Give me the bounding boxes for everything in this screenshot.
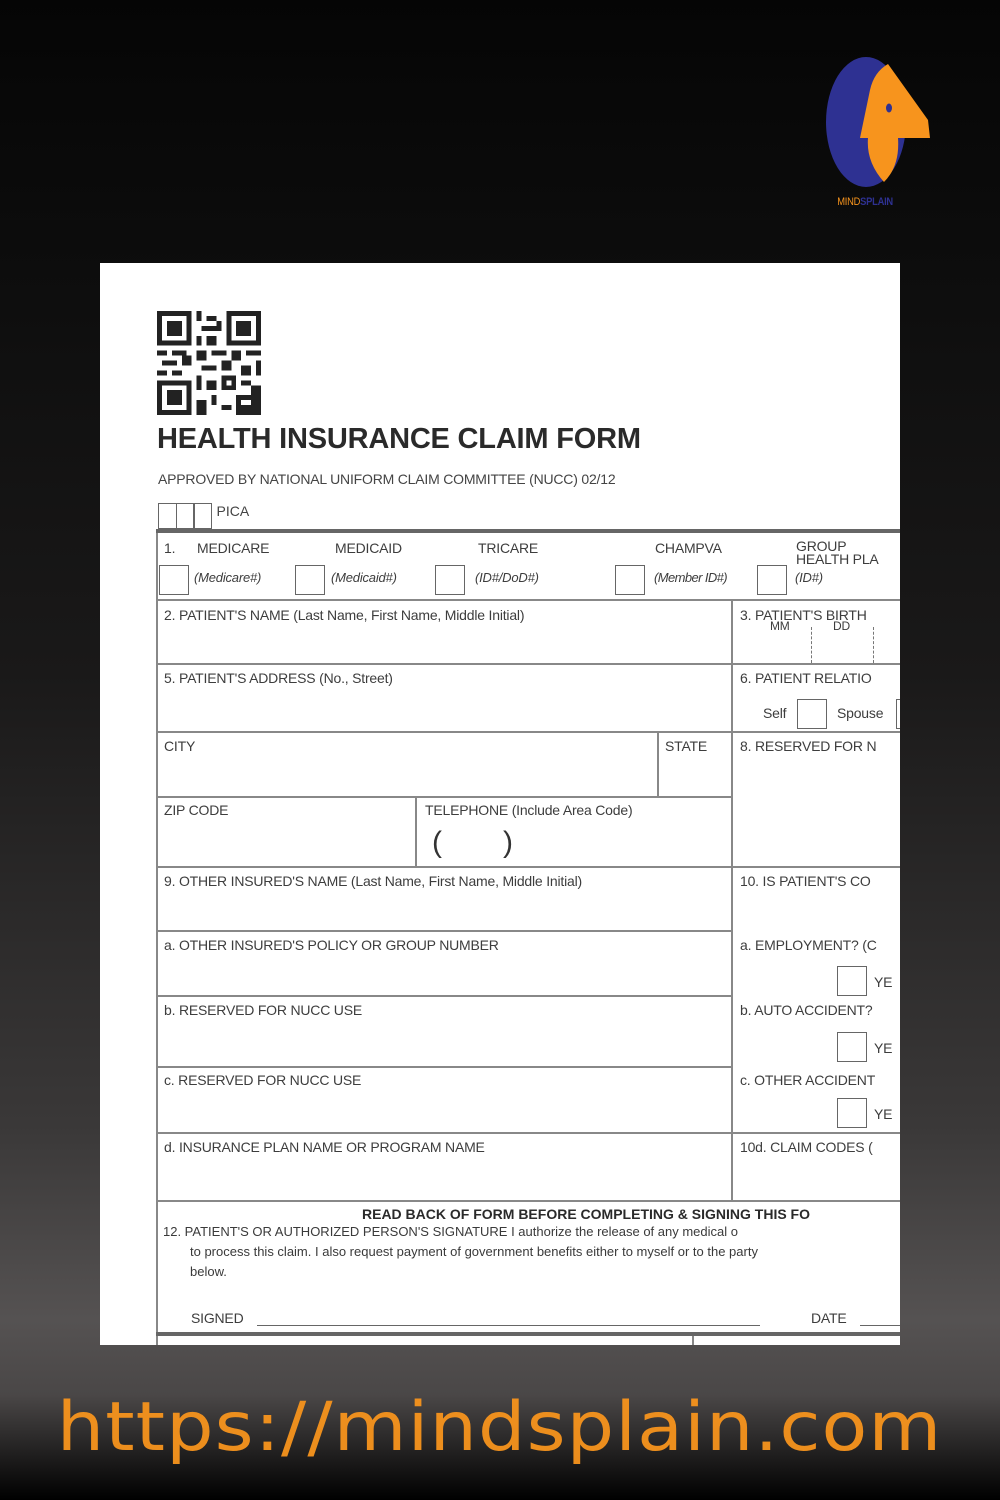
divider [156, 1200, 900, 1202]
auto-accident-yes-label: YE [874, 1040, 893, 1056]
other-accident-yes-checkbox[interactable] [837, 1098, 867, 1128]
relation-spouse-checkbox[interactable] [896, 699, 900, 729]
medicare-checkbox[interactable] [159, 565, 189, 595]
pica-box-3[interactable] [193, 503, 212, 529]
group-label-line1: GROUP [796, 538, 847, 554]
reserved-c-label: c. RESERVED FOR NUCC USE [164, 1072, 362, 1088]
relation-self-checkbox[interactable] [797, 699, 827, 729]
group-sub: (ID#) [795, 570, 823, 585]
signature-statement-line2: to process this claim. I also request payment of government benefits either to myself or to the party [190, 1244, 758, 1259]
qr-code-icon [157, 311, 261, 415]
read-back-notice: READ BACK OF FORM BEFORE COMPLETING & SIGNING THIS FO [362, 1206, 810, 1222]
insurance-plan-label: d. INSURANCE PLAN NAME OR PROGRAM NAME [164, 1139, 485, 1155]
birth-date-label: 3. PATIENT'S BIRTH [740, 607, 867, 623]
reserved-b-input[interactable] [158, 1020, 730, 1064]
employment-yes-checkbox[interactable] [837, 966, 867, 996]
medicare-label: MEDICARE [197, 540, 270, 556]
divider [156, 1332, 900, 1336]
signature-statement-line3: below. [190, 1264, 227, 1279]
city-input[interactable] [158, 755, 656, 795]
patient-address-input[interactable] [158, 688, 730, 730]
claim-codes-label: 10d. CLAIM CODES ( [740, 1139, 873, 1155]
pica-label: PICA [216, 503, 250, 519]
signed-label: SIGNED [191, 1310, 244, 1326]
patient-name-label: 2. PATIENT'S NAME (Last Name, First Name, Middle Initial) [164, 607, 525, 623]
logo-mind-text: MIND [837, 196, 861, 208]
other-accident-yes-label: YE [874, 1106, 893, 1122]
divider [156, 930, 732, 932]
group-label-line2: HEALTH PLA [796, 551, 879, 567]
divider [692, 1336, 694, 1345]
other-policy-input[interactable] [158, 955, 730, 993]
divider [415, 798, 417, 866]
pica-box-1[interactable] [158, 503, 177, 529]
medicaid-label: MEDICAID [335, 540, 402, 556]
city-label: CITY [164, 738, 196, 754]
signature-line[interactable] [257, 1325, 760, 1326]
patient-address-label: 5. PATIENT'S ADDRESS (No., Street) [164, 670, 393, 686]
patient-condition-label: 10. IS PATIENT'S CO [740, 873, 871, 889]
employment-yes-label: YE [874, 974, 893, 990]
website-url-text[interactable]: https://mindsplain.com [57, 1388, 943, 1467]
divider [156, 995, 732, 997]
divider [156, 529, 900, 533]
section1-number: 1. [164, 540, 176, 556]
group-label [796, 540, 879, 566]
medicare-sub: (Medicare#) [194, 570, 262, 585]
date-label: DATE [811, 1310, 847, 1326]
divider [731, 600, 733, 1200]
tricare-sub: (ID#/DoD#) [475, 570, 539, 585]
birth-dd-label: DD [833, 619, 850, 633]
state-label: STATE [665, 738, 708, 754]
approval-note: APPROVED BY NATIONAL UNIFORM CLAIM COMMITTEE (NUCC) 02/12 [158, 471, 616, 487]
tricare-label: TRICARE [478, 540, 539, 556]
group-checkbox[interactable] [757, 565, 787, 595]
telephone-input[interactable] [418, 819, 730, 863]
employment-label: a. EMPLOYMENT? (C [740, 937, 877, 953]
divider [156, 796, 732, 798]
divider [156, 731, 900, 733]
date-line[interactable] [860, 1325, 900, 1326]
auto-accident-label: b. AUTO ACCIDENT? [740, 1002, 873, 1018]
other-insured-name-label: 9. OTHER INSURED'S NAME (Last Name, First Name, Middle Initial) [164, 873, 582, 889]
form-title: HEALTH INSURANCE CLAIM FORM [157, 423, 641, 455]
insurance-plan-input[interactable] [158, 1157, 730, 1197]
date-separator [811, 627, 812, 663]
other-policy-label: a. OTHER INSURED'S POLICY OR GROUP NUMBER [164, 937, 499, 953]
divider [156, 866, 900, 868]
reserved-8-label: 8. RESERVED FOR N [740, 738, 877, 754]
area-code-open-paren: ( [432, 826, 442, 859]
logo-splain-text: SPLAIN [860, 196, 893, 208]
signature-statement-line1: 12. PATIENT'S OR AUTHORIZED PERSON'S SIGNATURE I authorize the release of any medical o [163, 1224, 738, 1239]
tricare-checkbox[interactable] [435, 565, 465, 595]
other-insured-name-input[interactable] [158, 891, 730, 929]
medicaid-sub: (Medicaid#) [331, 570, 397, 585]
birth-mm-label: MM [770, 619, 790, 633]
reserved-b-label: b. RESERVED FOR NUCC USE [164, 1002, 362, 1018]
mindsplain-logo [826, 50, 936, 215]
patient-relationship-label: 6. PATIENT RELATIO [740, 670, 872, 686]
divider [156, 599, 900, 601]
pica-box-2[interactable] [176, 503, 195, 529]
champva-sub: (Member ID#) [654, 570, 727, 585]
divider [156, 663, 900, 665]
divider [156, 1066, 732, 1068]
divider [657, 733, 659, 797]
pica-boxes [158, 503, 249, 529]
telephone-label: TELEPHONE (Include Area Code) [425, 802, 633, 818]
relation-self-label: Self [763, 705, 787, 721]
champva-checkbox[interactable] [615, 565, 645, 595]
zip-code-input[interactable] [158, 819, 414, 863]
medicaid-checkbox[interactable] [295, 565, 325, 595]
champva-label: CHAMPVA [655, 540, 722, 556]
zip-code-label: ZIP CODE [164, 802, 229, 818]
date-separator [873, 627, 874, 663]
state-input[interactable] [660, 755, 730, 795]
reserved-c-input[interactable] [158, 1090, 730, 1130]
mindsplain-head-logo-icon [826, 50, 936, 200]
logo-wordmark [826, 196, 904, 208]
website-url[interactable] [0, 1388, 1000, 1467]
relation-spouse-label: Spouse [837, 705, 884, 721]
patient-name-input[interactable] [158, 625, 730, 661]
area-code-close-paren: ) [503, 826, 513, 859]
other-accident-label: c. OTHER ACCIDENT [740, 1072, 876, 1088]
auto-accident-yes-checkbox[interactable] [837, 1032, 867, 1062]
claim-form-sheet [100, 263, 900, 1345]
divider [156, 1132, 900, 1134]
